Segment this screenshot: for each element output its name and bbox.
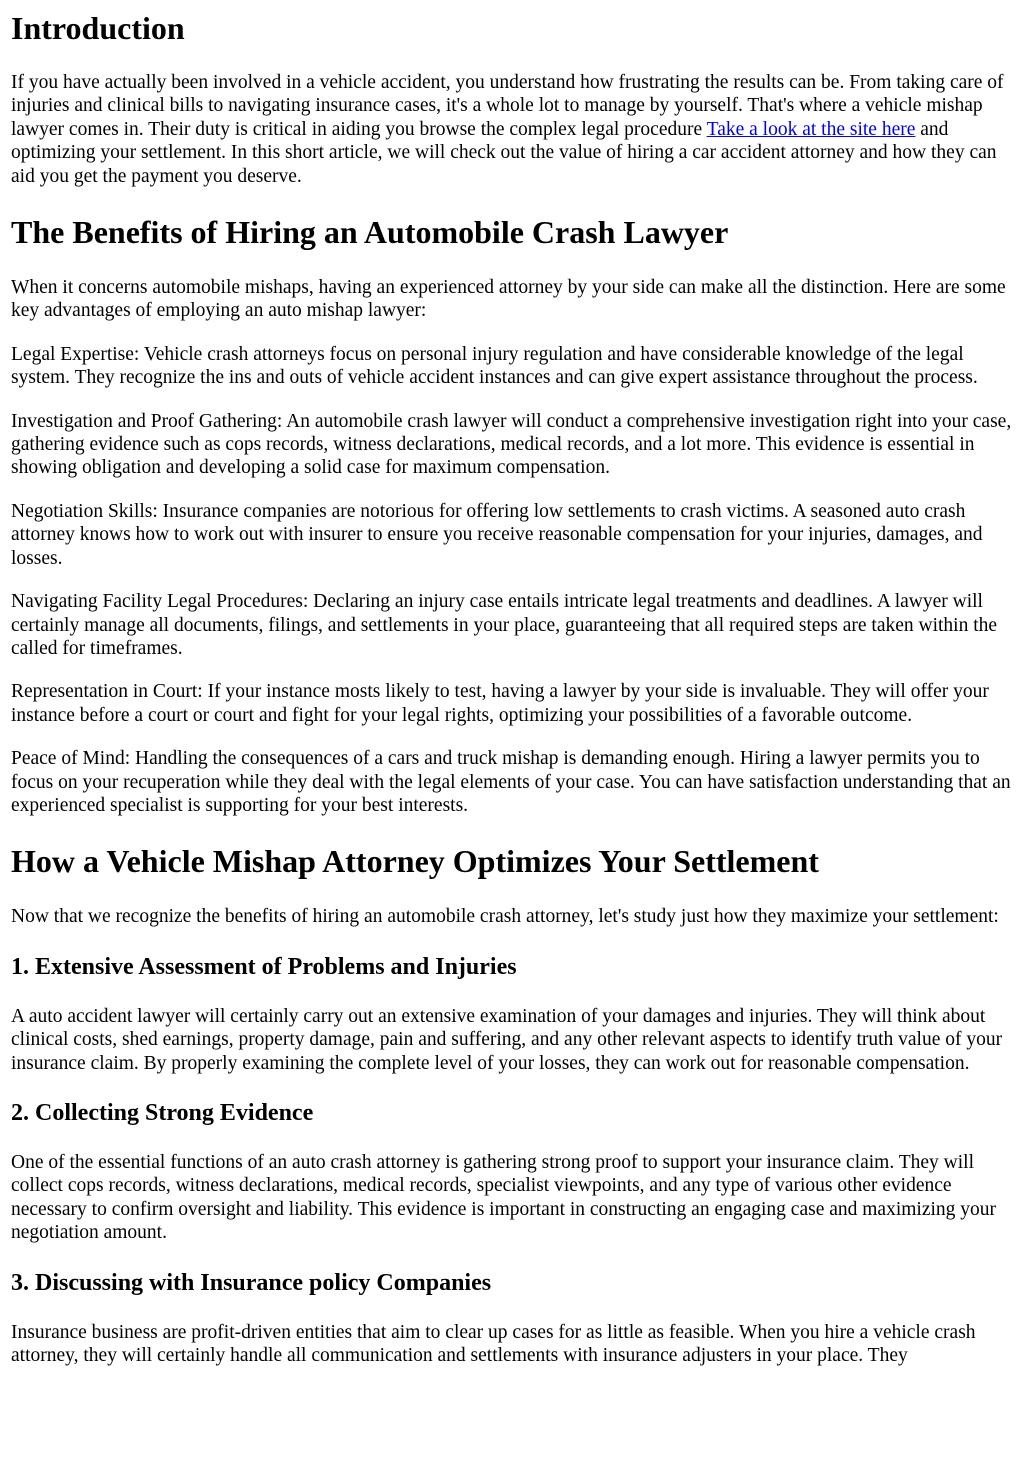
- benefit-investigation: Investigation and Proof Gathering: An automobile crash lawyer will conduct a comprehensive investigation right into your case, gathering evidence such as cops records, witness declarations, medical records, and a lot more. This evidence is essential in showing obligation and developing a solid case for maximum compensation.: [11, 410, 1012, 479]
- step-1-paragraph: A auto accident lawyer will certainly carry out an extensive examination of your damages and injuries. They will think about clinical costs, shed earnings, property damage, pain and suffering, and any other relevant aspects to identify truth value of your insurance claim. By properly examining the complete level of your losses, they can work out for reasonable compensation.: [11, 1005, 1003, 1074]
- benefit-negotiation-skills: Negotiation Skills: Insurance companies are notorious for offering low settlements to crash victims. A seasoned auto crash attorney knows how to work out with insurer to ensure you receive reasonable compensation for your injuries, damages, and losses.: [11, 500, 983, 569]
- introduction-text-before-link: If you have actually been involved in a vehicle accident, you understand how frustrating the results can be. From taking care of injuries and clinical bills to navigating insurance cases, it's a whole lot to manage by yourself. That's where a vehicle mishap lawyer comes in. Their duty is critical in aiding you browse the complex legal procedure: [11, 72, 1004, 140]
- step-2-heading: 2. Collecting Strong Evidence: [11, 1099, 314, 1126]
- benefit-court-representation: Representation in Court: If your instance mosts likely to test, having a lawyer by your side is invaluable. They will offer your instance before a court or court and fight for your legal rights, optimizing your possibilities of a favorable outcome.: [11, 681, 989, 726]
- step-1-heading: 1. Extensive Assessment of Problems and Injuries: [11, 953, 517, 980]
- site-link[interactable]: Take a look at the site here: [706, 118, 916, 140]
- benefits-heading: The Benefits of Hiring an Automobile Crash Lawyer: [11, 214, 729, 251]
- introduction-text-after-link: and optimizing your settlement. In this short article, we will check out the value of hiring a car accident attorney and how they can aid you get the payment you deserve.: [11, 118, 997, 187]
- benefit-peace-of-mind: Peace of Mind: Handling the consequences of a cars and truck mishap is demanding enough. Hiring a lawyer permits you to focus on your recuperation while they deal with the legal elements of your case. You can have satisfaction understanding that an experienced specialist is supporting for your best interests.: [11, 748, 1011, 816]
- introduction-paragraph: [11, 71, 1013, 188]
- step-3-heading: 3. Discussing with Insurance policy Companies: [11, 1269, 492, 1296]
- article: [0, 10, 1024, 1367]
- step-2-paragraph: One of the essential functions of an auto crash attorney is gathering strong proof to support your insurance claim. They will collect cops records, witness declarations, medical records, specialist viewpoints, and any type of various other evidence necessary to confirm oversight and liability. This evidence is important in constructing an engaging case and maximizing your negotiation amount.: [11, 1151, 997, 1244]
- how-heading: How a Vehicle Mishap Attorney Optimizes Your Settlement: [11, 843, 819, 880]
- benefit-legal-expertise: Legal Expertise: Vehicle crash attorneys focus on personal injury regulation and have considerable knowledge of the legal system. They recognize the ins and outs of vehicle accident instances and can give expert assistance throughout the process.: [11, 343, 978, 389]
- step-3-paragraph: Insurance business are profit-driven entities that aim to clear up cases for as little as feasible. When you hire a vehicle crash attorney, they will certainly handle all communication and settlements with insurance adjusters in your place. They: [11, 1321, 976, 1366]
- introduction-heading: Introduction: [11, 10, 185, 46]
- benefit-legal-procedures: Navigating Facility Legal Procedures: Declaring an injury case entails intricate legal treatments and deadlines. A lawyer will certainly manage all documents, filings, and settlements in your place, guaranteeing that all required steps are taken within the called for timeframes.: [11, 591, 998, 659]
- benefits-lead-paragraph: When it concerns automobile mishaps, having an experienced attorney by your side can make all the distinction. Here are some key advantages of employing an auto mishap lawyer:: [11, 277, 1006, 322]
- how-lead-paragraph: Now that we recognize the benefits of hiring an automobile crash attorney, let's study just how they maximize your settlement:: [11, 906, 999, 928]
